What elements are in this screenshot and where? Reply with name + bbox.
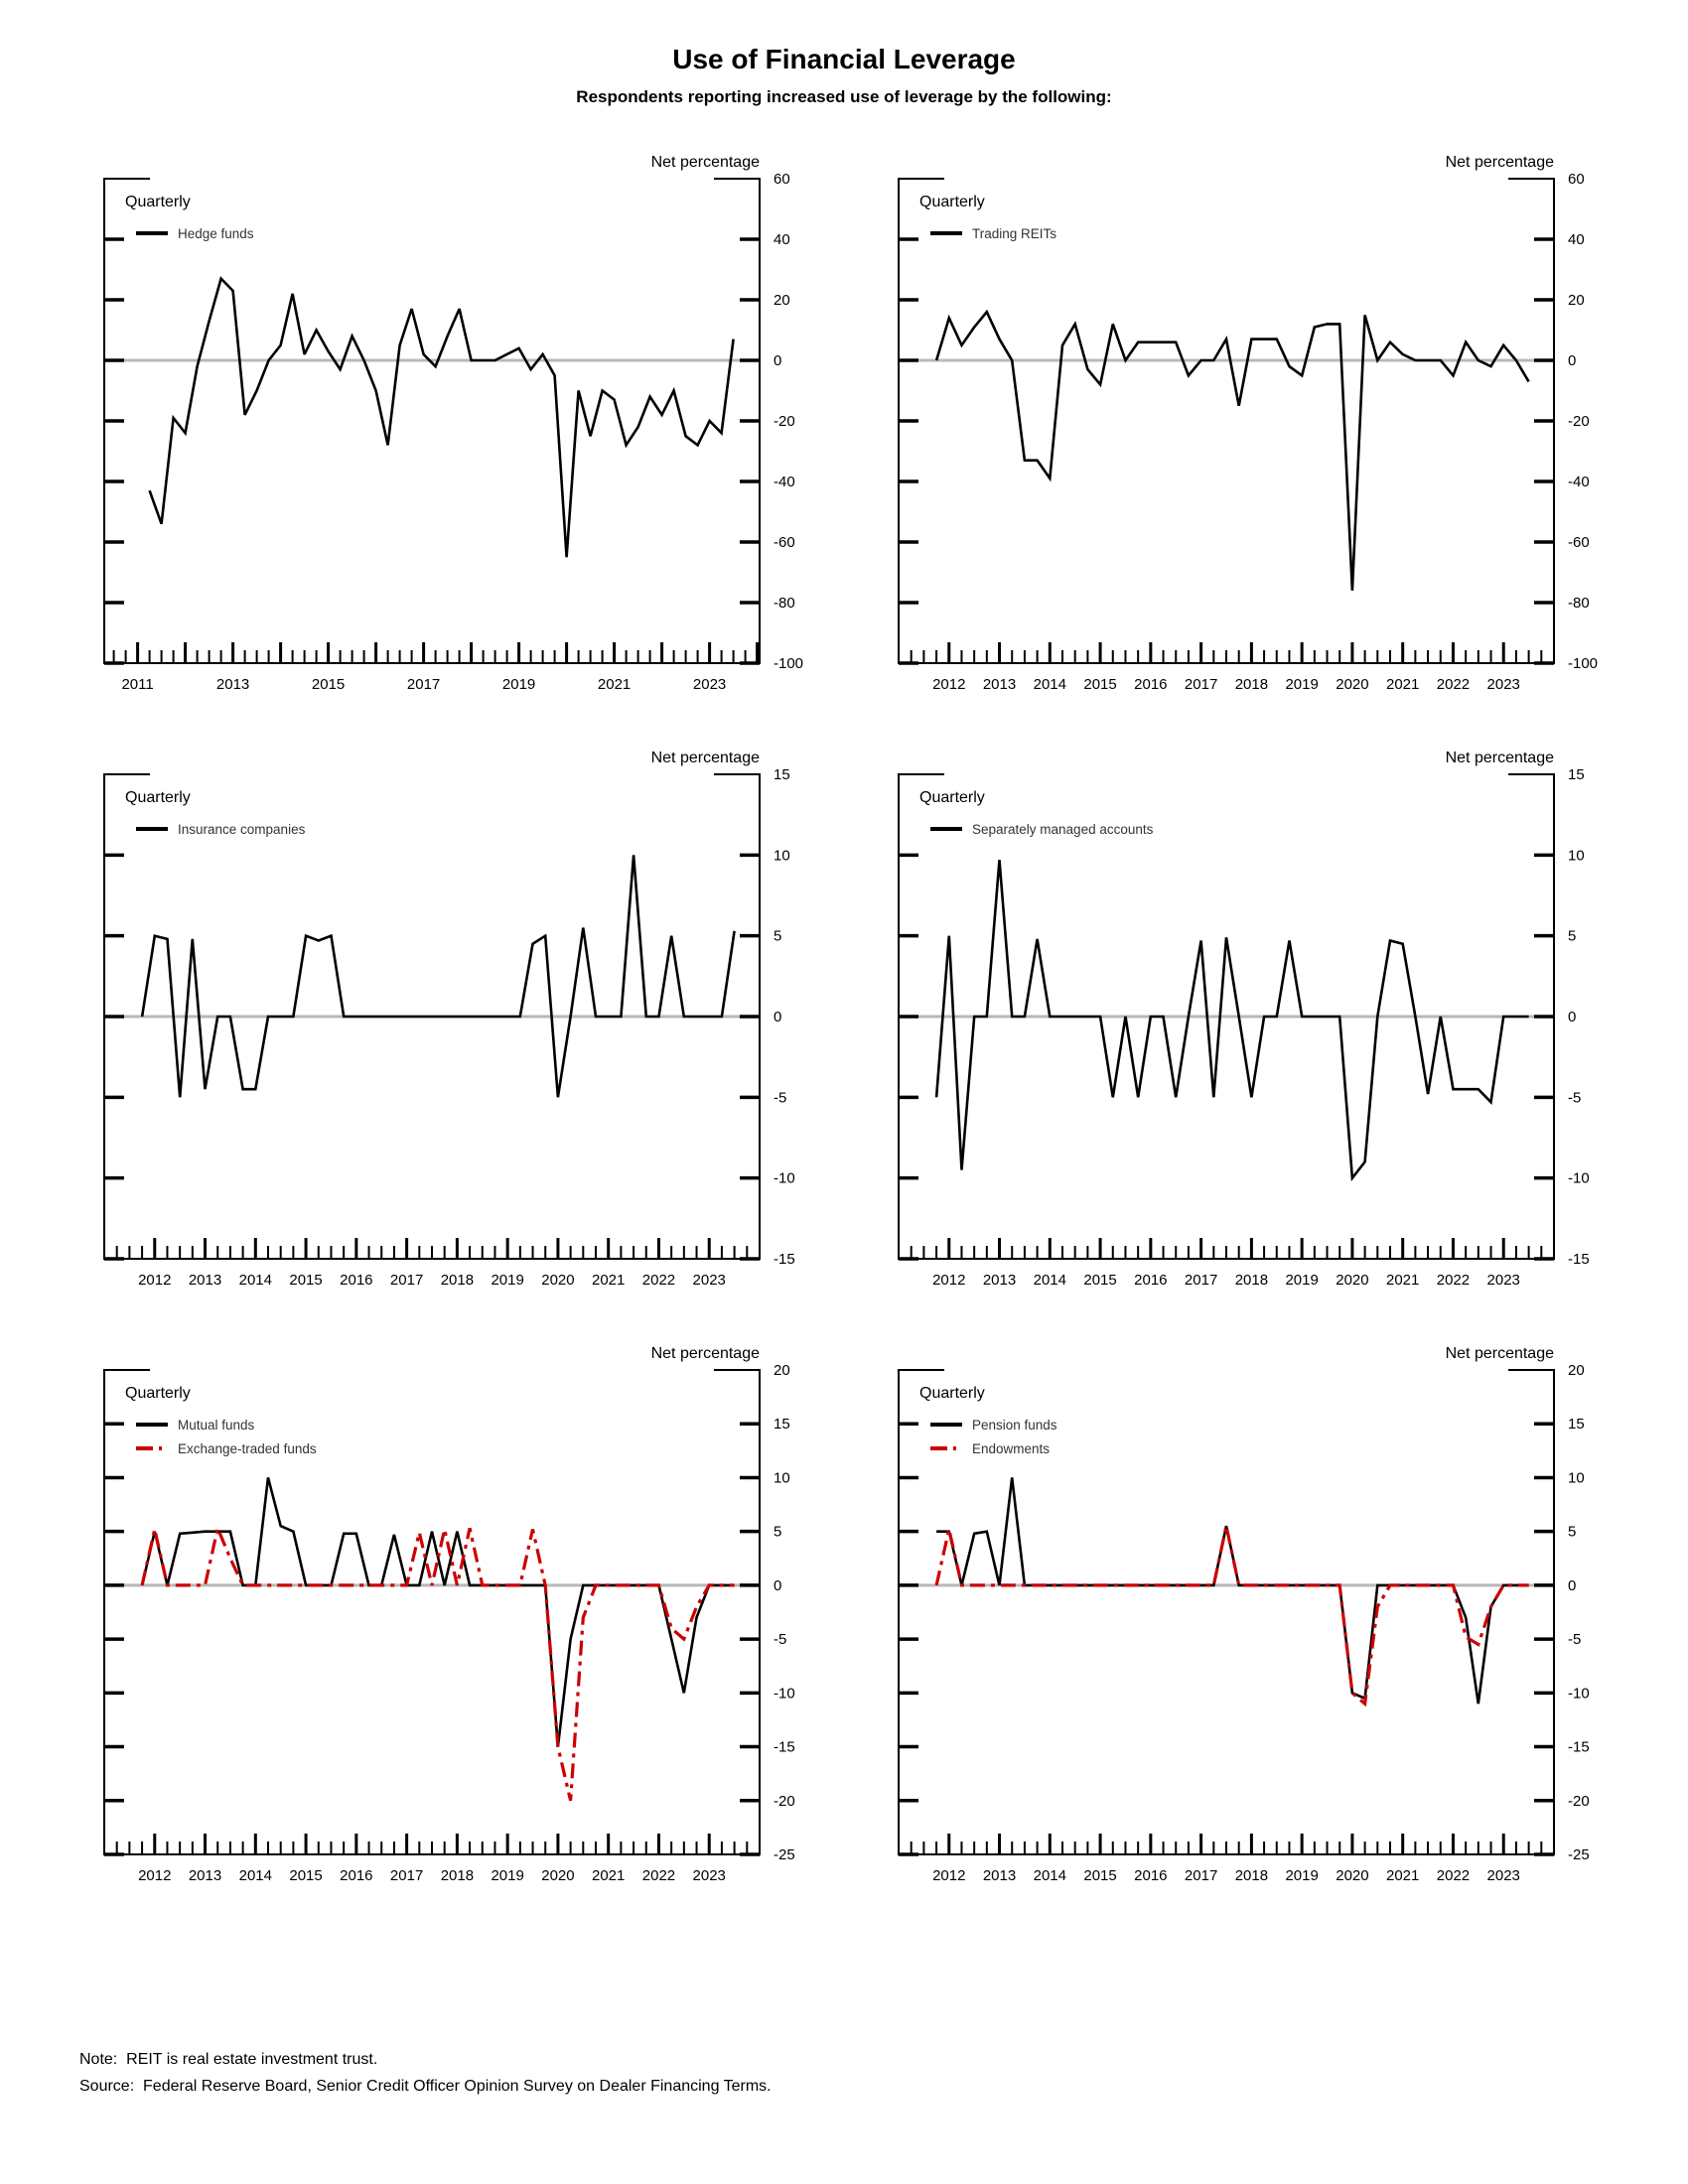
xtick-label: 2022 xyxy=(1436,1272,1471,1289)
xtick-label: 2023 xyxy=(692,1867,726,1884)
ytick-label: 0 xyxy=(774,352,782,369)
ytick-label: -15 xyxy=(1568,1251,1590,1268)
ytick-label: 10 xyxy=(1568,1469,1585,1487)
ytick-label: 10 xyxy=(774,1469,790,1487)
axis-title: Net percentage xyxy=(1445,154,1554,171)
frequency-label: Quarterly xyxy=(919,194,985,210)
ytick-label: 0 xyxy=(774,1009,782,1025)
axis-title: Net percentage xyxy=(1445,1345,1554,1362)
legend-label: Mutual funds xyxy=(178,1418,255,1433)
xtick-label: 2023 xyxy=(692,676,727,693)
xtick-label: 2013 xyxy=(188,1867,222,1884)
frequency-label: Quarterly xyxy=(125,1385,191,1402)
xtick-label: 2015 xyxy=(1083,1272,1117,1289)
series-line-exchange-traded-funds xyxy=(142,1528,735,1800)
ytick-label: 5 xyxy=(774,927,782,945)
ytick-label: -15 xyxy=(1568,1738,1590,1756)
xtick-label: 2019 xyxy=(491,1867,524,1884)
ytick-label: -80 xyxy=(1568,595,1590,612)
legend-label: Separately managed accounts xyxy=(972,822,1154,837)
ytick-label: -100 xyxy=(1568,655,1599,672)
ytick-label: -20 xyxy=(1568,1792,1590,1810)
axis-title: Net percentage xyxy=(650,1345,760,1362)
xtick-label: 2012 xyxy=(932,1867,966,1884)
xtick-label: 2016 xyxy=(340,1867,373,1884)
ytick-label: 0 xyxy=(1568,1576,1577,1594)
ytick-label: -100 xyxy=(774,655,804,672)
xtick-label: 2017 xyxy=(389,1867,424,1884)
xtick-label: 2011 xyxy=(121,676,154,693)
series-line-endowments xyxy=(936,1526,1529,1704)
ytick-label: -80 xyxy=(774,595,795,612)
xtick-label: 2013 xyxy=(982,1867,1017,1884)
ytick-label: -10 xyxy=(774,1685,795,1703)
xtick-label: 2023 xyxy=(1486,1867,1520,1884)
ytick-label: -25 xyxy=(1568,1846,1590,1863)
xtick-label: 2018 xyxy=(440,1867,475,1884)
legend-label: Pension funds xyxy=(972,1418,1057,1433)
ytick-label: -5 xyxy=(1568,1631,1582,1649)
series-line-separately-managed-accounts xyxy=(936,860,1529,1177)
ytick-label: 15 xyxy=(1568,1416,1585,1433)
xtick-label: 2020 xyxy=(1336,676,1369,693)
xtick-label: 2019 xyxy=(501,676,536,693)
xtick-label: 2012 xyxy=(932,676,966,693)
ytick-label: 0 xyxy=(1568,1009,1577,1025)
xtick-label: 2019 xyxy=(491,1272,524,1289)
ytick-label: -20 xyxy=(774,413,795,430)
xtick-label: 2022 xyxy=(1436,1867,1471,1884)
xtick-label: 2013 xyxy=(188,1272,222,1289)
xtick-label: 2016 xyxy=(1134,1867,1168,1884)
ytick-label: 5 xyxy=(1568,927,1577,945)
xtick-label: 2013 xyxy=(982,1272,1017,1289)
ytick-label: 0 xyxy=(1568,352,1577,369)
xtick-label: 2014 xyxy=(238,1867,272,1884)
xtick-label: 2013 xyxy=(982,676,1017,693)
xtick-label: 2016 xyxy=(1134,1272,1168,1289)
ytick-label: -40 xyxy=(774,474,795,490)
xtick-label: 2020 xyxy=(1336,1867,1369,1884)
source-text: Source: Federal Reserve Board, Senior Credit Officer Opinion Survey on Dealer Financing Terms. xyxy=(79,2078,772,2095)
frequency-label: Quarterly xyxy=(919,1385,985,1402)
axis-title: Net percentage xyxy=(650,750,760,766)
ytick-label: -10 xyxy=(1568,1169,1590,1187)
legend-label: Insurance companies xyxy=(178,822,306,837)
xtick-label: 2012 xyxy=(932,1272,966,1289)
axis-title: Net percentage xyxy=(650,154,760,171)
panel-pension-funds-endowments xyxy=(898,1345,1590,1884)
xtick-label: 2016 xyxy=(340,1272,373,1289)
ytick-label: 20 xyxy=(1568,1362,1585,1379)
legend-label: Hedge funds xyxy=(178,226,254,241)
ytick-label: -15 xyxy=(774,1251,795,1268)
series-line-pension-funds xyxy=(936,1477,1529,1704)
xtick-label: 2021 xyxy=(592,1867,626,1884)
legend-label: Trading REITs xyxy=(972,226,1057,241)
xtick-label: 2017 xyxy=(406,676,441,693)
ytick-label: 60 xyxy=(1568,171,1585,188)
ytick-label: 5 xyxy=(774,1523,782,1541)
xtick-label: 2014 xyxy=(1033,1272,1066,1289)
xtick-label: 2021 xyxy=(1386,676,1420,693)
ytick-label: 15 xyxy=(774,1416,790,1433)
xtick-label: 2020 xyxy=(1336,1272,1369,1289)
xtick-label: 2018 xyxy=(1234,676,1269,693)
ytick-label: 15 xyxy=(774,766,790,783)
xtick-label: 2015 xyxy=(311,676,346,693)
xtick-label: 2017 xyxy=(1184,676,1218,693)
xtick-label: 2014 xyxy=(1033,1867,1066,1884)
ytick-label: -5 xyxy=(1568,1089,1582,1107)
xtick-label: 2022 xyxy=(641,1867,676,1884)
frequency-label: Quarterly xyxy=(125,789,191,806)
series-line-hedge-funds xyxy=(150,279,734,558)
xtick-label: 2021 xyxy=(592,1272,626,1289)
series-line-trading-reits xyxy=(936,312,1529,591)
xtick-label: 2015 xyxy=(289,1272,323,1289)
xtick-label: 2018 xyxy=(1234,1272,1269,1289)
ytick-label: -25 xyxy=(774,1846,795,1863)
ytick-label: -40 xyxy=(1568,474,1590,490)
ytick-label: 5 xyxy=(1568,1523,1577,1541)
xtick-label: 2015 xyxy=(1083,1867,1117,1884)
panel-trading-reits xyxy=(898,154,1598,693)
xtick-label: 2018 xyxy=(1234,1867,1269,1884)
xtick-label: 2014 xyxy=(238,1272,272,1289)
xtick-label: 2021 xyxy=(597,676,632,693)
xtick-label: 2012 xyxy=(138,1272,172,1289)
ytick-label: -10 xyxy=(1568,1685,1590,1703)
xtick-label: 2023 xyxy=(1486,1272,1520,1289)
xtick-label: 2019 xyxy=(1285,1272,1319,1289)
ytick-label: 40 xyxy=(774,231,790,248)
ytick-label: 10 xyxy=(1568,847,1585,865)
chart-title: Use of Financial Leverage xyxy=(672,44,1016,74)
xtick-label: 2021 xyxy=(1386,1272,1420,1289)
xtick-label: 2021 xyxy=(1386,1867,1420,1884)
series-line-insurance-companies xyxy=(142,855,735,1097)
ytick-label: 15 xyxy=(1568,766,1585,783)
ytick-label: 0 xyxy=(774,1576,782,1594)
note-text: Note: REIT is real estate investment trust. xyxy=(79,2051,378,2068)
ytick-label: 40 xyxy=(1568,231,1585,248)
xtick-label: 2017 xyxy=(1184,1867,1218,1884)
xtick-label: 2019 xyxy=(1285,1867,1319,1884)
xtick-label: 2015 xyxy=(1083,676,1117,693)
xtick-label: 2013 xyxy=(215,676,250,693)
xtick-label: 2014 xyxy=(1033,676,1066,693)
footnotes xyxy=(79,2051,772,2105)
xtick-label: 2015 xyxy=(289,1867,323,1884)
panel-mutual-funds-etfs xyxy=(103,1345,795,1884)
legend-label: Endowments xyxy=(972,1441,1051,1456)
axis-title: Net percentage xyxy=(1445,750,1554,766)
series-line-mutual-funds xyxy=(142,1477,735,1746)
frequency-label: Quarterly xyxy=(919,789,985,806)
xtick-label: 2012 xyxy=(138,1867,172,1884)
xtick-label: 2019 xyxy=(1285,676,1319,693)
frequency-label: Quarterly xyxy=(125,194,191,210)
xtick-label: 2023 xyxy=(1486,676,1520,693)
xtick-label: 2020 xyxy=(541,1272,575,1289)
xtick-label: 2017 xyxy=(389,1272,424,1289)
xtick-label: 2022 xyxy=(641,1272,676,1289)
ytick-label: 20 xyxy=(774,292,790,309)
ytick-label: 20 xyxy=(774,1362,790,1379)
panel-insurance-companies xyxy=(103,750,795,1289)
chart-subtitle: Respondents reporting increased use of leverage by the following: xyxy=(576,87,1112,106)
panel-separately-managed-accounts xyxy=(898,750,1590,1289)
xtick-label: 2017 xyxy=(1184,1272,1218,1289)
ytick-label: -5 xyxy=(774,1089,787,1107)
xtick-label: 2020 xyxy=(541,1867,575,1884)
ytick-label: -10 xyxy=(774,1169,795,1187)
xtick-label: 2018 xyxy=(440,1272,475,1289)
ytick-label: -5 xyxy=(774,1631,787,1649)
ytick-label: -60 xyxy=(1568,534,1590,551)
xtick-label: 2016 xyxy=(1134,676,1168,693)
panel-hedge-funds xyxy=(103,154,803,693)
xtick-label: 2022 xyxy=(1436,676,1471,693)
xtick-label: 2023 xyxy=(692,1272,726,1289)
ytick-label: -20 xyxy=(1568,413,1590,430)
ytick-label: -60 xyxy=(774,534,795,551)
ytick-label: 60 xyxy=(774,171,790,188)
legend-label: Exchange-traded funds xyxy=(178,1441,317,1456)
ytick-label: 10 xyxy=(774,847,790,865)
ytick-label: -20 xyxy=(774,1792,795,1810)
ytick-label: -15 xyxy=(774,1738,795,1756)
ytick-label: 20 xyxy=(1568,292,1585,309)
